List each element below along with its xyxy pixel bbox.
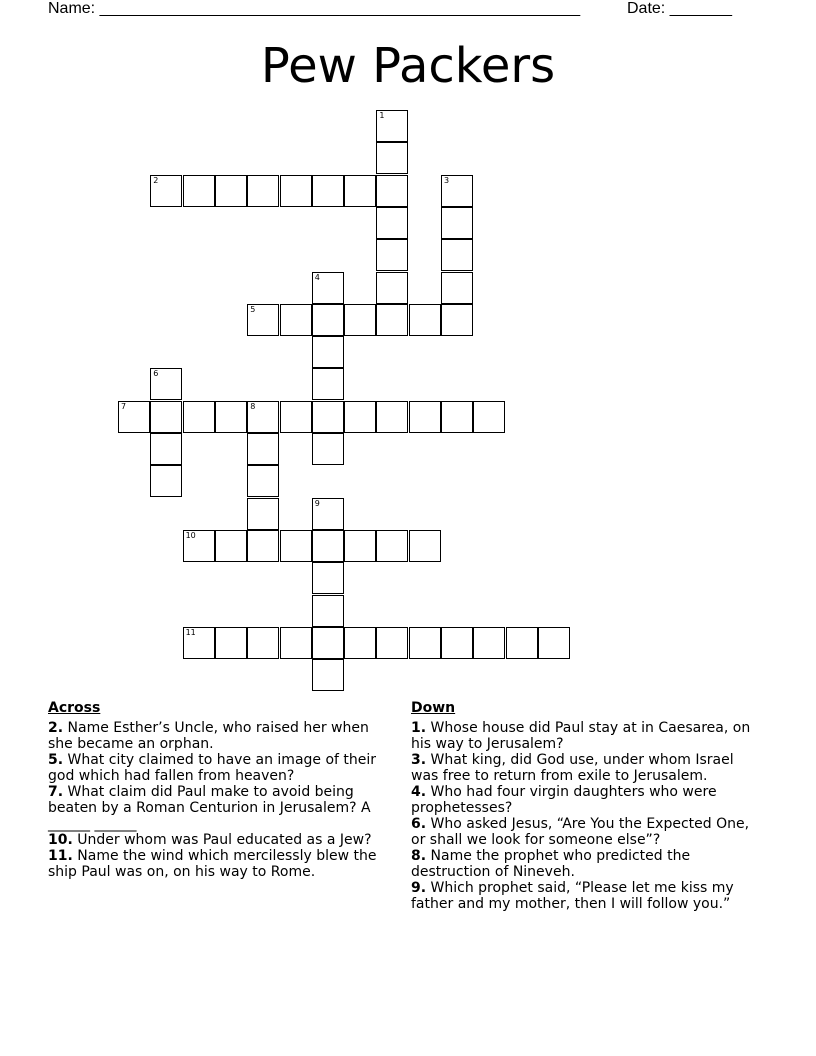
grid-cell[interactable]	[344, 627, 376, 659]
clue-text: Who had four virgin daughters who were prophetesses?	[411, 784, 717, 816]
clue-number: 1	[379, 111, 385, 120]
grid-cell[interactable]	[280, 627, 312, 659]
clue-number: 6	[153, 369, 159, 379]
clue-number: 9	[314, 498, 320, 508]
clue-number: 3	[444, 175, 450, 185]
grid-cell[interactable]	[312, 595, 344, 627]
clue-text: What king, did God use, under whom Israel was free to return from exile to Jerusalem.	[411, 752, 734, 784]
grid-cell[interactable]	[150, 465, 182, 497]
grid-cell[interactable]	[312, 175, 344, 207]
grid-cell[interactable]	[183, 175, 215, 207]
clue-num: 9.	[411, 880, 427, 896]
grid-cell[interactable]	[506, 627, 538, 659]
grid-cell[interactable]	[312, 498, 344, 530]
grid-cell[interactable]	[215, 530, 247, 562]
grid-cell[interactable]	[344, 304, 376, 336]
grid-cell[interactable]	[376, 239, 408, 271]
across-clue	[48, 752, 393, 784]
grid-cell[interactable]	[409, 401, 441, 433]
grid-cell[interactable]	[344, 175, 376, 207]
clue-number: 10	[185, 530, 196, 540]
down-heading: Down	[411, 700, 456, 716]
grid-cell[interactable]	[376, 207, 408, 239]
grid-cell[interactable]	[215, 175, 247, 207]
grid-cell[interactable]	[473, 401, 505, 433]
grid-cell[interactable]	[150, 401, 182, 433]
grid-cell[interactable]	[376, 304, 408, 336]
grid-cell[interactable]	[312, 562, 344, 594]
grid-cell[interactable]	[312, 272, 344, 304]
grid-cell[interactable]	[247, 433, 279, 465]
clue-num: 6.	[411, 816, 427, 832]
grid-cell[interactable]	[538, 627, 570, 659]
grid-cell[interactable]	[247, 175, 279, 207]
name-field-label: Name: ______________________________________________________	[48, 0, 581, 17]
clue-text: Name the wind which mercilessly blew the ship Paul was on, on his way to Rome.	[48, 848, 377, 880]
grid-cell[interactable]	[247, 627, 279, 659]
down-clue	[411, 848, 761, 880]
grid-cell[interactable]	[441, 627, 473, 659]
clue-text: Which prophet said, “Please let me kiss my father and my mother, then I will follow you.”	[411, 880, 734, 912]
clue-num: 3.	[411, 752, 427, 768]
grid-cell[interactable]	[183, 401, 215, 433]
grid-cell[interactable]	[376, 530, 408, 562]
clue-text: Name Esther’s Uncle, who raised her when she became an orphan.	[48, 720, 369, 752]
grid-cell[interactable]	[441, 239, 473, 271]
grid-cell[interactable]	[247, 498, 279, 530]
across-clue	[48, 784, 393, 832]
down-clue	[411, 752, 761, 784]
grid-cell[interactable]	[441, 207, 473, 239]
grid-cell[interactable]	[247, 401, 279, 433]
grid-cell[interactable]	[215, 627, 247, 659]
grid-cell[interactable]	[441, 304, 473, 336]
grid-cell[interactable]	[247, 304, 279, 336]
grid-cell[interactable]	[441, 401, 473, 433]
grid-cell[interactable]	[312, 368, 344, 400]
grid-cell[interactable]	[183, 627, 215, 659]
down-clue	[411, 880, 761, 912]
page-title: Pew Packers	[260, 38, 556, 94]
clue-text: Name the prophet who predicted the destruction of Nineveh.	[411, 848, 691, 880]
grid-cell[interactable]	[247, 530, 279, 562]
clue-text: Who asked Jesus, “Are You the Expected One, or shall we look for someone else”?	[411, 816, 750, 848]
grid-cell[interactable]	[312, 627, 344, 659]
grid-cell[interactable]	[376, 627, 408, 659]
clue-number: 5	[250, 304, 256, 314]
grid-cell[interactable]	[312, 336, 344, 368]
clue-number: 7	[121, 401, 127, 411]
down-clue	[411, 720, 761, 752]
clue-text: Under whom was Paul educated as a Jew?	[72, 832, 372, 848]
grid-cell[interactable]	[376, 110, 408, 142]
clue-num: 8.	[411, 848, 427, 864]
clue-number: 4	[314, 272, 320, 282]
clue-num: 1.	[411, 720, 427, 736]
clue-num: 4.	[411, 784, 427, 800]
grid-cell[interactable]	[409, 304, 441, 336]
across-clues	[48, 700, 393, 880]
across-clue	[48, 848, 393, 880]
clue-num: 10.	[48, 832, 73, 848]
grid-cell[interactable]	[312, 530, 344, 562]
grid-cell[interactable]	[344, 401, 376, 433]
clue-num: 7.	[48, 784, 64, 800]
grid-cell[interactable]	[376, 175, 408, 207]
grid-cell[interactable]	[247, 465, 279, 497]
grid-cell[interactable]	[215, 401, 247, 433]
grid-cell[interactable]	[280, 175, 312, 207]
grid-cell[interactable]	[150, 175, 182, 207]
grid-cell[interactable]	[312, 304, 344, 336]
clue-text: What claim did Paul make to avoid being beaten by a Roman Centurion in Jerusalem? A ______ ______	[48, 784, 371, 832]
grid-cell[interactable]	[441, 272, 473, 304]
grid-cell[interactable]	[280, 304, 312, 336]
grid-cell[interactable]	[150, 433, 182, 465]
clue-num: 2.	[48, 720, 64, 736]
grid-cell[interactable]	[441, 175, 473, 207]
grid-cell[interactable]	[280, 401, 312, 433]
down-clue	[411, 784, 761, 816]
clue-number: 8	[250, 401, 256, 411]
grid-cell[interactable]	[312, 401, 344, 433]
grid-cell[interactable]	[376, 401, 408, 433]
grid-cell[interactable]	[280, 530, 312, 562]
across-clue	[48, 832, 393, 848]
grid-cell[interactable]	[409, 627, 441, 659]
grid-cell[interactable]	[344, 530, 376, 562]
clue-num: 5.	[48, 752, 64, 768]
down-clue	[411, 816, 761, 848]
date-field-label: Date: _______	[627, 0, 732, 17]
grid-cell[interactable]	[376, 142, 408, 174]
grid-cell[interactable]	[312, 433, 344, 465]
down-clues	[411, 700, 761, 912]
grid-cell[interactable]	[312, 659, 344, 691]
grid-cell[interactable]	[150, 368, 182, 400]
across-clue	[48, 720, 393, 752]
clue-text: Whose house did Paul stay at in Caesarea, on his way to Jerusalem?	[411, 720, 751, 752]
clue-text: What city claimed to have an image of their god which had fallen from heaven?	[48, 752, 377, 784]
clue-number: 11	[185, 627, 196, 637]
clue-number: 2	[153, 175, 159, 185]
grid-cell[interactable]	[183, 530, 215, 562]
grid-cell[interactable]	[118, 401, 150, 433]
grid-cell[interactable]	[376, 272, 408, 304]
grid-cell[interactable]	[409, 530, 441, 562]
clue-num: 11.	[48, 848, 73, 864]
grid-cell[interactable]	[473, 627, 505, 659]
across-heading: Across	[48, 700, 101, 716]
